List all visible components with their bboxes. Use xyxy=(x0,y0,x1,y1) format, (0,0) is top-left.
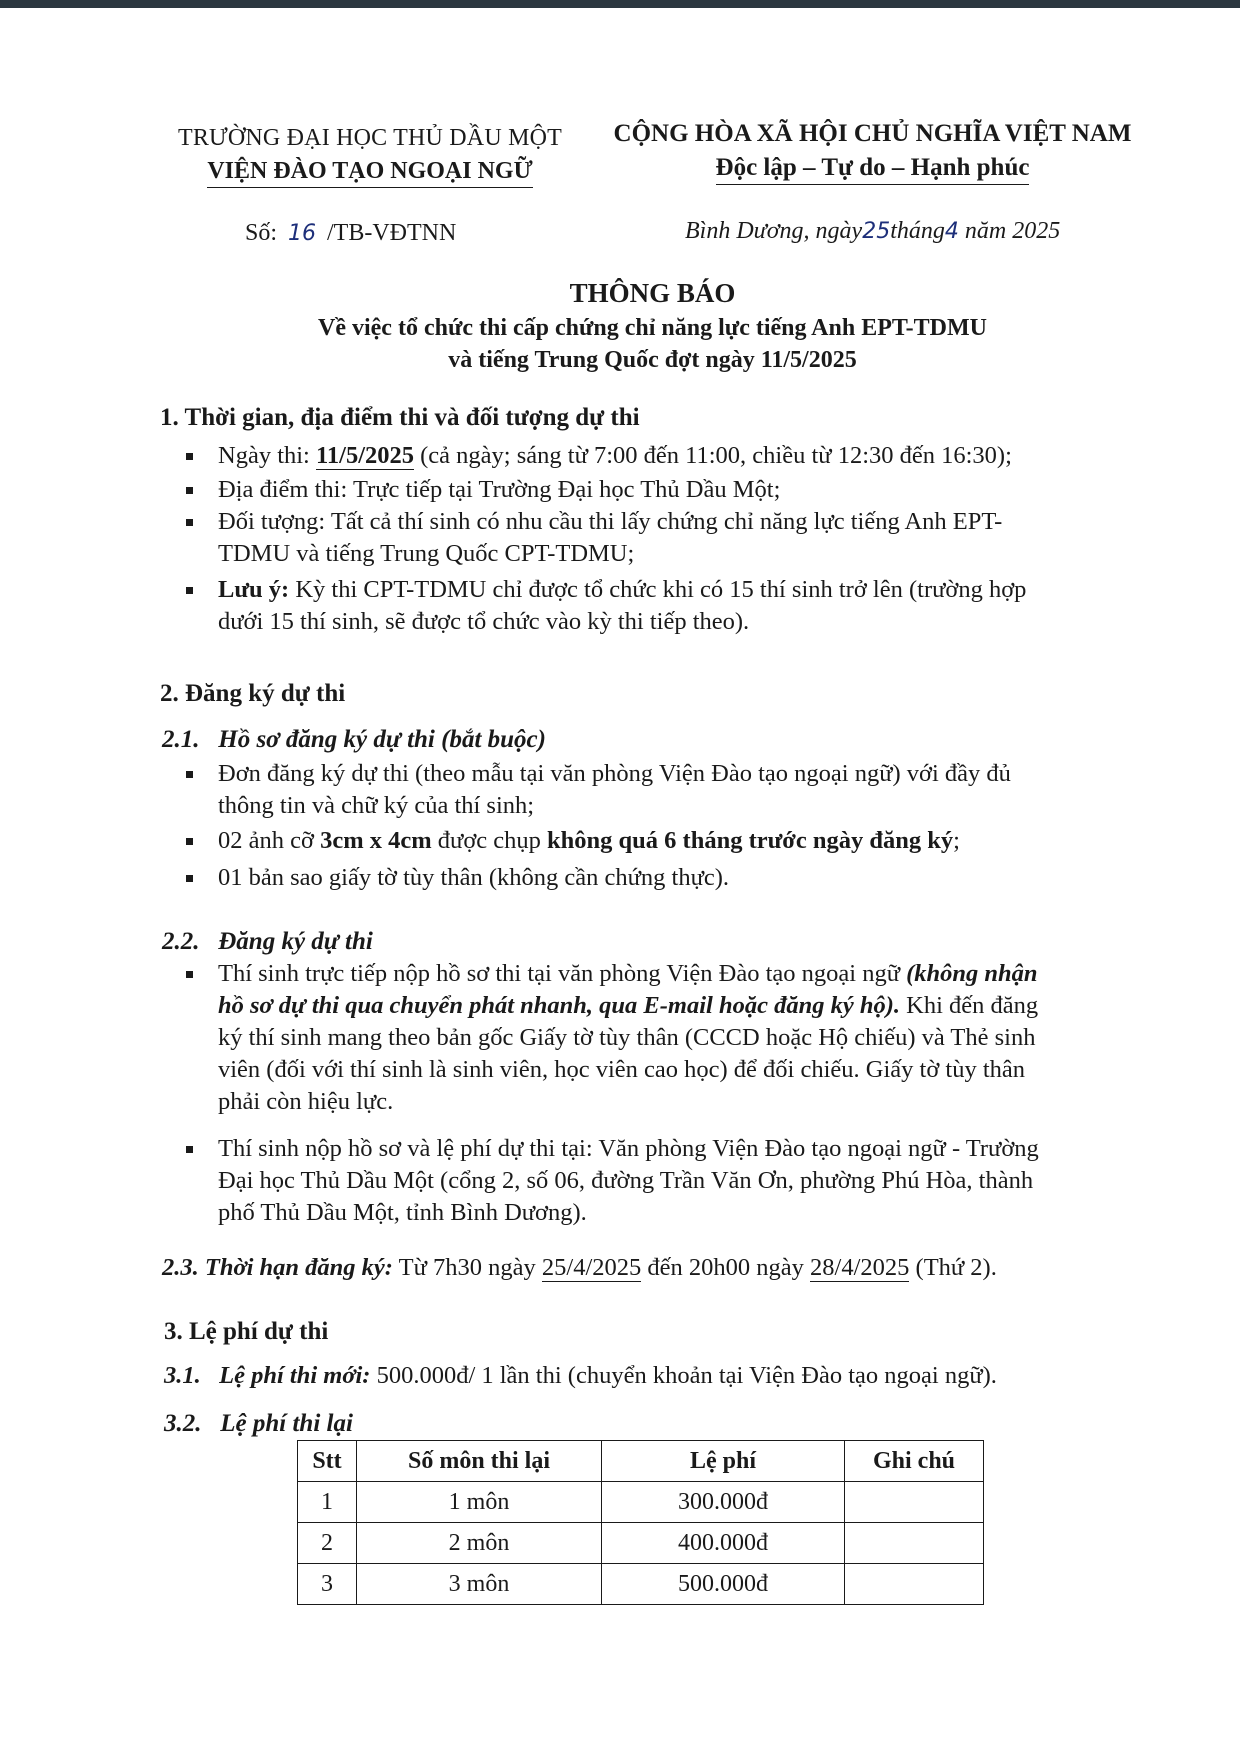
institute-name: VIỆN ĐÀO TẠO NGOẠI NGỮ xyxy=(207,158,532,188)
list-item: Thí sinh trực tiếp nộp hồ sơ thi tại văn phòng Viện Đào tạo ngoại ngữ (không nhận hồ sơ dự thi qua chuyển phát nhanh, qua E-mail hoặc đăng ký hộ). Khi đến đăng ký thí sinh mang theo bản gốc Giấy tờ tùy thân (CCCD hoặc Hộ chiếu) và Thẻ sinh viên (đối với thí sinh là sinh viên, học viên cao học) để đối chiếu. Giấy tờ tùy thân phải còn hiệu lực. xyxy=(186,958,1145,1118)
table-cell xyxy=(845,1523,984,1564)
bullet-icon xyxy=(186,1146,193,1153)
column-header: Ghi chú xyxy=(845,1441,984,1482)
table-cell: 2 xyxy=(298,1523,357,1564)
table-cell: 3 môn xyxy=(357,1564,602,1605)
national-header xyxy=(600,120,1145,185)
issuer-header xyxy=(160,125,580,188)
table-row xyxy=(298,1564,984,1605)
column-header: Số môn thi lại xyxy=(357,1441,602,1482)
document-number: Số: 16 /TB-VĐTNN xyxy=(245,220,457,246)
national-motto: Độc lập – Tự do – Hạnh phúc xyxy=(716,154,1030,185)
handwritten-number: 16 xyxy=(288,221,317,246)
section-2-heading: 2. Đăng ký dự thi xyxy=(160,680,346,707)
registration-deadline: 2.3. Thời hạn đăng ký: Từ 7h30 ngày 25/4/2025 đến 20h00 ngày 28/4/2025 (Thứ 2). xyxy=(162,1254,997,1281)
bullet-icon xyxy=(186,453,193,460)
document-subtitle: Về việc tổ chức thi cấp chứng chỉ năng lực tiếng Anh EPT-TDMU và tiếng Trung Quốc đợt ngày 11/5/2025 xyxy=(318,315,987,373)
table-cell: 300.000đ xyxy=(602,1482,845,1523)
list-item: Địa điểm thi: Trực tiếp tại Trường Đại học Thủ Dầu Một; xyxy=(186,474,1145,506)
table-row xyxy=(298,1482,984,1523)
bullet-icon xyxy=(186,838,193,845)
column-header: Stt xyxy=(298,1441,357,1482)
table-cell: 400.000đ xyxy=(602,1523,845,1564)
table-cell: 1 môn xyxy=(357,1482,602,1523)
bullet-icon xyxy=(186,971,193,978)
table-cell xyxy=(845,1482,984,1523)
list-item: Ngày thi: 11/5/2025 (cả ngày; sáng từ 7:00 đến 11:00, chiều từ 12:30 đến 16:30); xyxy=(186,440,1145,472)
handwritten-month: 4 xyxy=(944,219,959,244)
retake-fee-heading: 3.2. Lệ phí thi lại xyxy=(164,1410,353,1437)
bullet-icon xyxy=(186,487,193,494)
list-item: Đơn đăng ký dự thi (theo mẫu tại văn phòng Viện Đào tạo ngoại ngữ) với đầy đủ thông tin và chữ ký của thí sinh; xyxy=(186,758,1145,822)
table-cell: 1 xyxy=(298,1482,357,1523)
bullet-icon xyxy=(186,875,193,882)
university-name: TRƯỜNG ĐẠI HỌC THỦ DẦU MỘT xyxy=(177,125,563,151)
bullet-icon xyxy=(186,771,193,778)
table-cell: 3 xyxy=(298,1564,357,1605)
table-cell xyxy=(845,1564,984,1605)
scan-edge xyxy=(0,0,1240,8)
list-item: Thí sinh nộp hồ sơ và lệ phí dự thi tại: Văn phòng Viện Đào tạo ngoại ngữ - Trường Đại học Thủ Dầu Một (cổng 2, số 06, đường Trần Văn Ơn, phường Phú Hòa, thành phố Thủ Dầu Một, tỉnh Bình Dương). xyxy=(186,1133,1145,1229)
document-title: THÔNG BÁO xyxy=(569,278,736,308)
table-row xyxy=(298,1523,984,1564)
list-item: Lưu ý: Kỳ thi CPT-TDMU chỉ được tổ chức khi có 15 thí sinh trở lên (trường hợp dưới 15 thí sinh, sẽ được tổ chức vào kỳ thi tiếp theo). xyxy=(186,574,1145,638)
list-item: 02 ảnh cỡ 3cm x 4cm được chụp không quá 6 tháng trước ngày đăng ký; xyxy=(186,825,1145,857)
table-cell: 500.000đ xyxy=(602,1564,845,1605)
section-3-heading: 3. Lệ phí dự thi xyxy=(164,1318,329,1345)
table-header-row xyxy=(298,1441,984,1482)
list-item: 01 bản sao giấy tờ tùy thân (không cần chứng thực). xyxy=(186,862,1145,894)
list-item: Đối tượng: Tất cả thí sinh có nhu cầu thi lấy chứng chỉ năng lực tiếng Anh EPT- TDMU và tiếng Trung Quốc CPT-TDMU; xyxy=(186,506,1145,570)
handwritten-day: 25 xyxy=(862,219,891,244)
new-exam-fee: 3.1. Lệ phí thi mới: 500.000đ/ 1 lần thi (chuyển khoản tại Viện Đào tạo ngoại ngữ). xyxy=(164,1362,997,1389)
table-cell: 2 môn xyxy=(357,1523,602,1564)
bullet-icon xyxy=(186,519,193,526)
retake-fee-table xyxy=(297,1440,984,1605)
subsection-2-2-heading: 2.2. Đăng ký dự thi xyxy=(162,928,373,955)
column-header: Lệ phí xyxy=(602,1441,845,1482)
country-name: CỘNG HÒA XÃ HỘI CHỦ NGHĨA VIỆT NAM xyxy=(613,120,1132,147)
section-1-heading: 1. Thời gian, địa điểm thi và đối tượng dự thi xyxy=(160,404,640,431)
subsection-2-1-heading: 2.1. Hồ sơ đăng ký dự thi (bắt buộc) xyxy=(162,726,546,753)
bullet-icon xyxy=(186,587,193,594)
place-date: Bình Dương, ngày25tháng4 năm 2025 xyxy=(685,218,1061,244)
